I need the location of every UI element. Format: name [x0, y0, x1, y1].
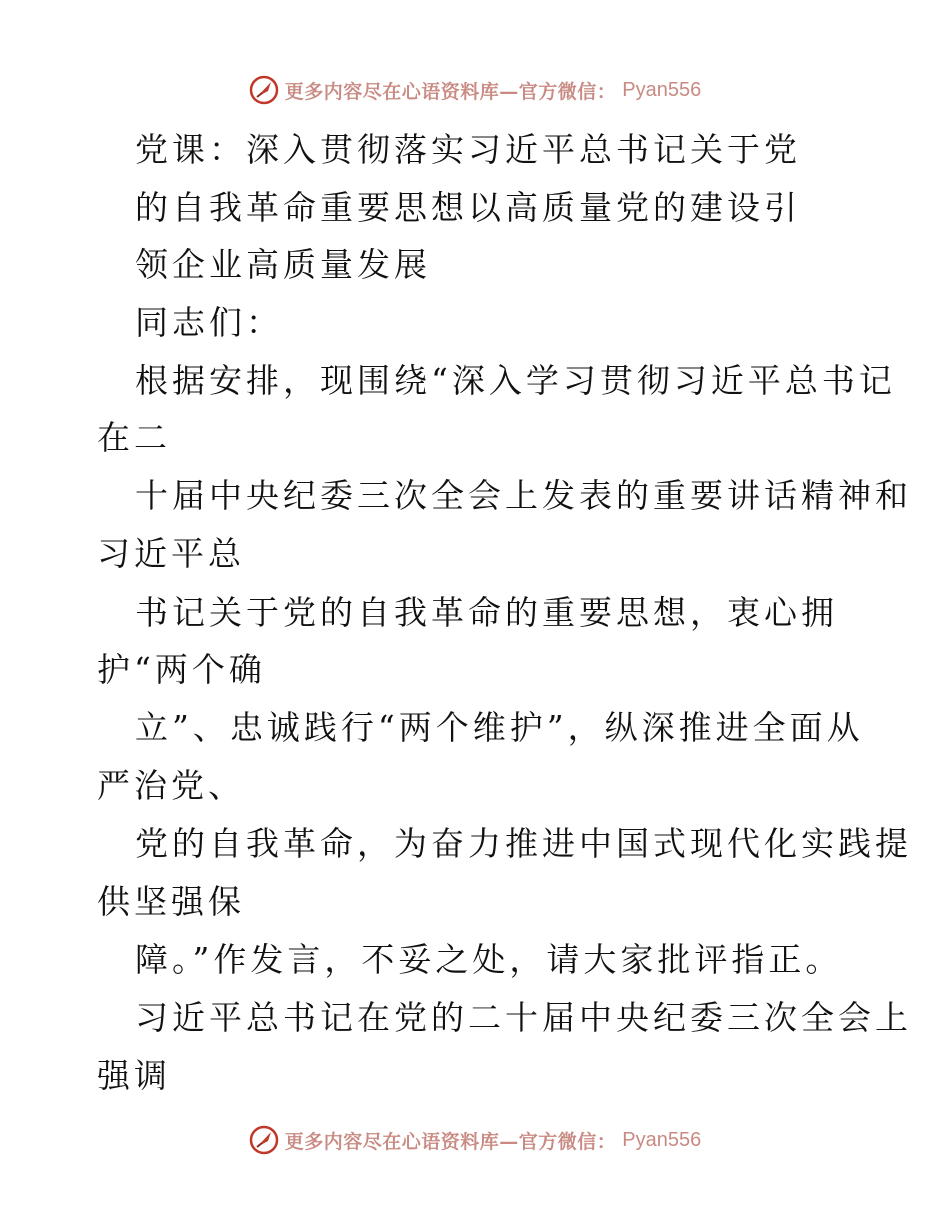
quill-logo-icon [249, 1125, 279, 1155]
footer-watermark [0, 1120, 950, 1160]
paragraph-line: 党的自我革命，为奋力推进中国式现代化实践提 [135, 824, 912, 863]
paragraph-line: 习近平总书记在党的二十届中央纪委三次全会上 [135, 998, 912, 1037]
paragraph-line: 护“两个确 [97, 650, 266, 689]
paragraph-line: 供坚强保 [97, 882, 245, 921]
doc-title-line-2: 的自我革命重要思想以高质量党的建设引 [135, 188, 801, 227]
watermark-text: 更多内容尽在心语资料库—官方微信： [284, 1130, 617, 1153]
paragraph-line: 立”、忠诚践行“两个维护”，纵深推进全面从 [135, 708, 864, 747]
watermark-wechat-id: Pyan556 [622, 78, 702, 101]
doc-title-line-1: 党课：深入贯彻落实习近平总书记关于党 [135, 130, 801, 169]
paragraph-line: 障。”作发言，不妥之处，请大家批评指正。 [135, 940, 843, 979]
paragraph-line: 根据安排，现围绕“深入学习贯彻习近平总书记 [135, 361, 896, 400]
paragraph-line: 书记关于党的自我革命的重要思想，衷心拥 [135, 593, 838, 632]
paragraph-line: 严治党、 [97, 766, 245, 805]
watermark-text: 更多内容尽在心语资料库—官方微信： [284, 80, 617, 103]
paragraph-line: 在二 [97, 418, 171, 457]
watermark-wechat-id: Pyan556 [622, 1128, 702, 1151]
salutation: 同志们： [135, 303, 283, 342]
paragraph-line: 十届中央纪委三次全会上发表的重要讲话精神和 [135, 476, 912, 515]
doc-title-line-3: 领企业高质量发展 [135, 245, 431, 284]
quill-logo-icon [249, 75, 279, 105]
header-watermark [0, 70, 950, 110]
paragraph-line: 习近平总 [97, 534, 245, 573]
paragraph-line: 强调 [97, 1056, 171, 1095]
